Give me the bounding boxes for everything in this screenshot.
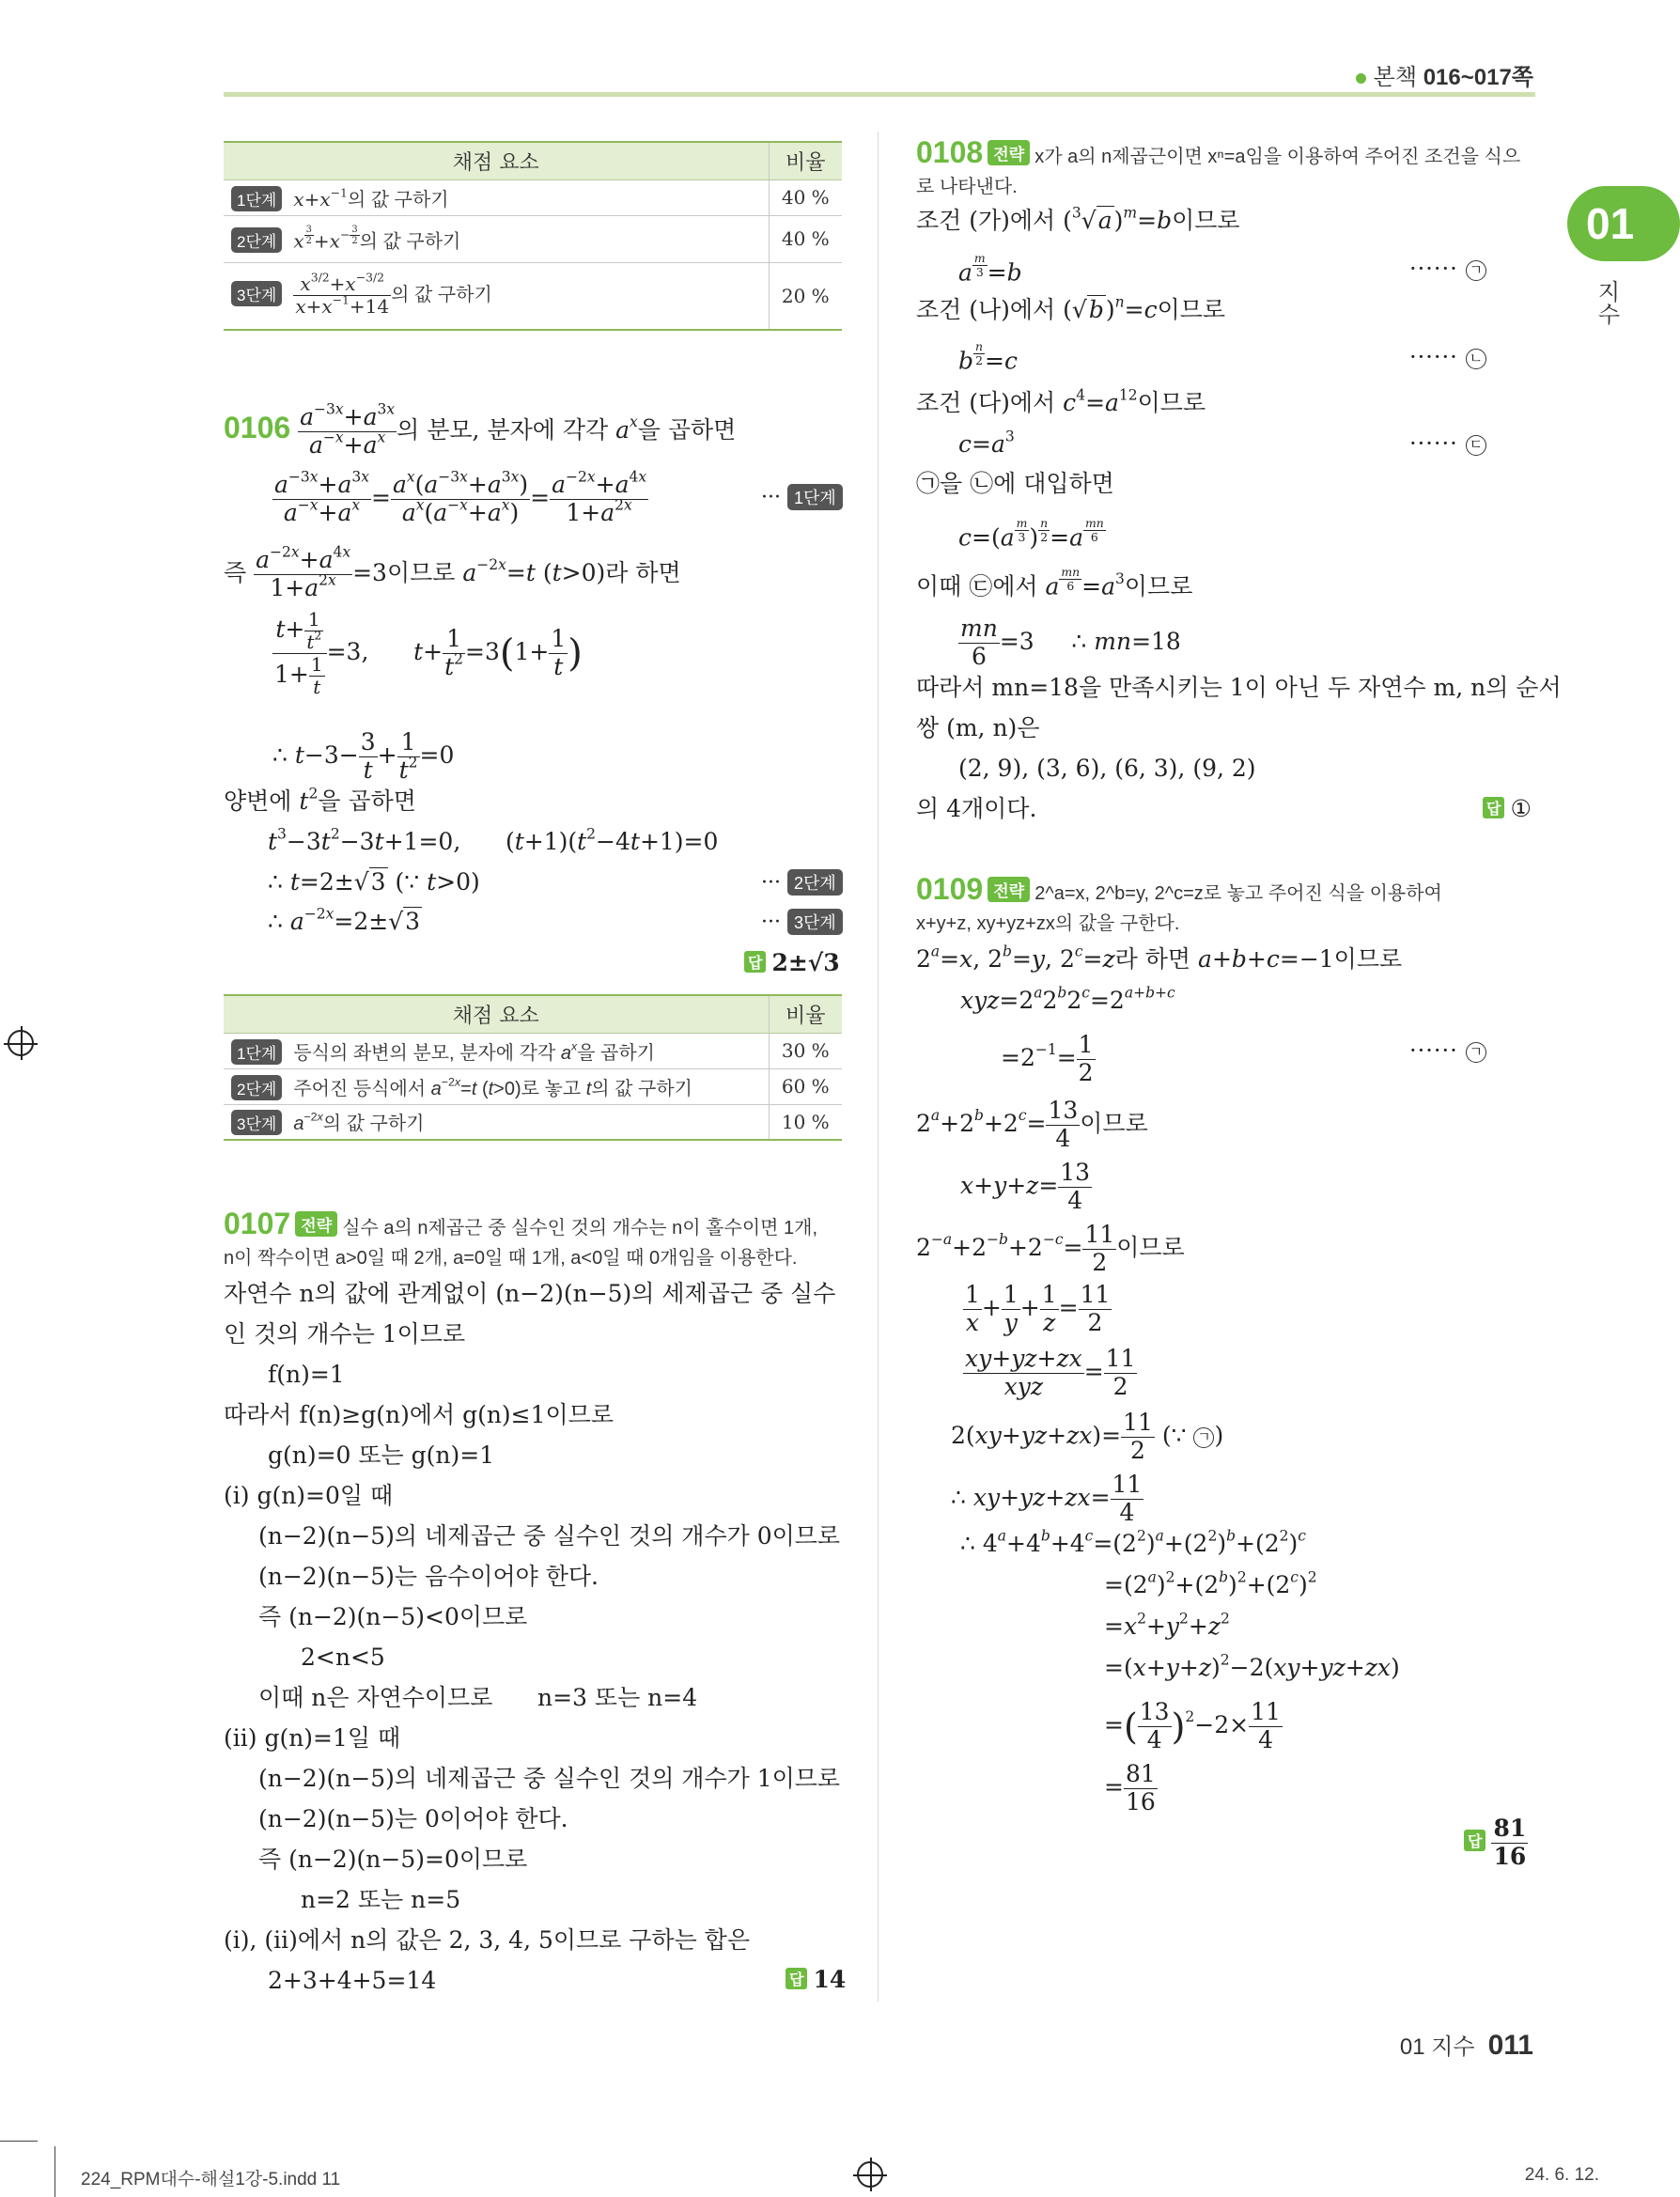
answer-value: 2±√3: [771, 949, 840, 976]
table-row: 3단계 $\frac{x^{3/2}+x^{-3/2}}{x+x^{-1}+14}$ 의 값 구하기 20 %: [224, 262, 842, 330]
problem-0106-intro: 0106 $\frac{a^{-3x}+a^{3x}}{a^{-x}+a^x}$ 의 분모, 분자에 각각 $a^x$을 곱하면: [224, 400, 737, 459]
table-row: 2단계 x $^{\frac{3}{2}}$ $+x^{- \frac{3}{2}}$ 의 값 구하기 40 %: [224, 215, 842, 262]
strategy-badge: 전략: [988, 877, 1030, 902]
step-marker: ··· 3단계: [761, 909, 843, 935]
strategy-text-cont: x+y+z, xy+yz+zx의 값을 구한다.: [916, 913, 1180, 934]
book-ref-label: 본책: [1373, 65, 1418, 90]
equation-0108-8: 이때 ㉢에서 a $^{\frac{mn}{6}}$ $=a^3$이므로: [916, 565, 1193, 600]
chapter-tab[interactable]: 01: [1567, 186, 1680, 261]
solution-line: 이때 n은 자연수이므로 n=3 또는 n=4: [258, 1684, 698, 1711]
row-text: 의 값 구하기: [391, 285, 492, 306]
answer-value: ①: [1510, 795, 1532, 822]
ratio-cell: 40 %: [769, 215, 842, 262]
table-header-item: 채점 요소: [224, 995, 769, 1033]
equation-0109-9: 2(xy+yz+zx)= $\frac{11}{2}$ (∵ ㄱ ): [951, 1409, 1224, 1464]
strategy-text: x가 a의 n제곱근이면 xⁿ=a임을 이용하여 주어진 조건을 식으: [1034, 147, 1521, 167]
equation-0106-7: ∴ $a^{-2x}=2\pm√3$: [268, 905, 421, 935]
registration-mark-icon: [857, 2161, 883, 2188]
book-pages: 016~017쪽: [1423, 65, 1533, 90]
equation-0109-4: $2^a+2^b+2^c=$ $\frac{13}{4}$ 이므로: [916, 1097, 1148, 1152]
equation-0109-10: ∴ xy+yz+zx= $\frac{11}{4}$: [951, 1471, 1143, 1526]
step-badge: 3단계: [231, 1110, 282, 1135]
ratio-cell: 40 %: [769, 179, 842, 215]
scoring-table-0105: [224, 141, 842, 331]
answer-badge: 답: [1464, 1830, 1486, 1851]
answer-badge: 답: [1483, 797, 1504, 818]
solution-line: 자연수 n의 값에 관계없이 (n−2)(n−5)의 세제곱근 중 실수: [224, 1280, 836, 1307]
mark-ref: ······ ㄱ: [1409, 256, 1486, 282]
step-badge: 1단계: [231, 186, 282, 211]
step-badge: 2단계: [231, 227, 282, 253]
book-reference: [1356, 58, 1533, 91]
ratio-cell: 30 %: [769, 1033, 842, 1068]
equation-0108-7: c=(a $^{\frac{m}{3}}$ ) $^{\frac{n}{2}}$ =a $^{\frac{mn}{6}}$: [958, 516, 1104, 552]
solution-line: 즉 (n−2)(n−5)<0이므로: [258, 1603, 528, 1630]
equation-0106-3: t+ $\frac{1}{t^2}$ 1+ $\frac{1}{t}$ =3, t+ $\frac{1}{t^2}$ =3(1+ $\frac{1}{t}$ ): [274, 608, 583, 698]
mark-ref: ······ ㄴ: [1409, 344, 1486, 370]
answer-badge: 답: [744, 951, 766, 973]
equation-0109-12: $=(2^a)^2+(2^b)^2+(2^c)^2$: [1104, 1568, 1317, 1598]
solution-line: (n−2)(n−5)의 네제곱근 중 실수인 것의 개수가 0이므로: [258, 1522, 841, 1550]
mark-ref: ······ ㄷ: [1409, 430, 1486, 457]
equation-0109-5: x+y+z= $\frac{13}{4}$: [960, 1159, 1091, 1214]
solution-line: 따라서 f(n)≥g(n)에서 g(n)≤1이므로: [224, 1401, 614, 1428]
then-label: 이때 ㉢에서: [916, 572, 1038, 600]
condition-label: 조건 (나)에서: [916, 296, 1056, 323]
header-rule: [224, 92, 1535, 97]
step-badge: 2단계: [231, 1075, 282, 1100]
solution-line: n=2 또는 n=5: [301, 1886, 461, 1913]
chapter-label: 01 지수: [1399, 2034, 1475, 2060]
problem-number: 0107: [224, 1207, 291, 1240]
equation-0109-14: $=(x+y+z)^2-2(xy+yz+zx)$: [1104, 1651, 1400, 1681]
answer-0107: [786, 1966, 846, 1993]
text-0106-multiply: 양변에 $t^2$을 곱하면: [224, 785, 416, 815]
equation-0109-15: =( $\frac{13}{4}$ )$^2$−2× $\frac{11}{4}$: [1104, 1698, 1281, 1753]
equation-0108-2: a $^{\frac{m}{3}}$ =b: [958, 251, 1022, 287]
page-footer: [1400, 2028, 1533, 2062]
strategy-text-cont: 로 나타낸다.: [916, 177, 1018, 197]
table-header-ratio: 비율: [769, 142, 842, 179]
page-number: 011: [1487, 2030, 1533, 2061]
ratio-cell: 20 %: [769, 262, 842, 330]
ratio-cell: 10 %: [769, 1104, 842, 1140]
equation-0109-3: $=2^{-1}=$ $\frac{1}{2}$: [1001, 1031, 1094, 1086]
text-0108-therefore: 따라서 mn=18을 만족시키는 1이 아닌 두 자연수 m, n의 순서: [916, 674, 1562, 701]
crop-mark: [0, 2141, 38, 2142]
column-divider: [878, 132, 879, 2002]
equation-0106-6: ∴ t=2±√3 (∵ t>0): [268, 868, 480, 896]
answer-badge: 답: [786, 1968, 807, 1989]
equation-0108-9: $\frac{mn}{6}$ =3 ∴ mn=18: [960, 615, 1181, 670]
equation-0108-1: 조건 (가)에서 $(^3√a)^m=b$이므로: [916, 204, 1240, 234]
chapter-side-label: 지수: [1594, 280, 1619, 325]
equation-0109-6: $2^{-a}+2^{-b}+2^{-c}=$ $\frac{11}{2}$ 이므로: [916, 1221, 1185, 1276]
equation-0109-8: $\frac{xy+yz+zx}{\text{xyz}}$ = $\frac{11}{2}$: [965, 1345, 1136, 1400]
solution-line: g(n)=0 또는 g(n)=1: [268, 1441, 495, 1469]
answer-0106: [744, 949, 840, 976]
table-header-ratio: 비율: [769, 995, 842, 1033]
text-0108-subst: ㉠을 ㉡에 대입하면: [916, 470, 1114, 497]
registration-mark-icon: [8, 1030, 34, 1056]
solution-line: (n−2)(n−5)의 네제곱근 중 실수인 것의 개수가 1이므로: [258, 1765, 841, 1792]
table-row: 3단계 $a^{-2x}$의 값 구하기 10 %: [224, 1104, 842, 1140]
text-0108-therefore-cont: 쌍 (m, n)은: [916, 714, 1040, 741]
table-row: 2단계 주어진 등식에서 $a^{-2x}=t$ (t>0)로 놓고 t의 값 구하기 60 %: [224, 1068, 842, 1104]
answer-denominator: 16: [1493, 1842, 1527, 1870]
solution-line: (i) g(n)=0일 때: [224, 1482, 394, 1509]
solution-line: f(n)=1: [268, 1361, 345, 1388]
equation-0106-2: 즉 $\frac{a^{-2x}+a^{4x}}{1+a^{2x}}$ =3이므로 $a^{-2x}=t$ (t>0)라 하면: [224, 543, 681, 601]
strategy-badge: 전략: [295, 1211, 337, 1237]
equation-0108-6: $c=a^3$: [958, 428, 1015, 458]
problem-0107-header: [224, 1207, 817, 1241]
step-badge: 3단계: [231, 281, 282, 306]
problem-number: 0109: [916, 872, 984, 906]
solution-line: (i), (ii)에서 n의 값은 2, 3, 4, 5이므로 구하는 합은: [224, 1926, 750, 1954]
step-marker: ··· 1단계: [761, 484, 843, 510]
step-badge: 1단계: [787, 484, 843, 510]
solution-line: 2<n<5: [301, 1644, 385, 1671]
answer-numerator: 81: [1493, 1815, 1527, 1842]
step-badge: 1단계: [231, 1039, 282, 1065]
answer-0108: [1483, 795, 1532, 822]
print-file-name: 224_RPM대수-해설1강-5.indd 11: [81, 2170, 341, 2189]
equation-0109-16: = $\frac{81}{16}$: [1104, 1760, 1156, 1815]
bullet-icon: [1356, 73, 1366, 84]
equation-0108-4: b $^{\frac{n}{2}}$ =c: [958, 339, 1018, 375]
strategy-badge: 전략: [988, 140, 1030, 165]
problem-number: 0106: [224, 410, 291, 444]
problem-number: 0108: [916, 135, 984, 169]
equation-0108-3: 조건 (나)에서 $(√b)^n=c$이므로: [916, 293, 1226, 323]
equation-0109-7: $\frac{1}{x}$ + $\frac{1}{y}$ + $\frac{1}{z}$ = $\frac{11}{2}$: [965, 1281, 1111, 1336]
step-badge: 2단계: [787, 869, 843, 896]
strategy-text-cont: n이 짝수이면 a>0일 때 2개, a=0일 때 1개, a<0일 때 0개임을 이용한다.: [224, 1248, 798, 1269]
equation-0109-1: $2^a=x$, $2^b=y$, $2^c=z$라 하면 a+b+c=−1이므로: [916, 943, 1403, 973]
table-header-item: 채점 요소: [224, 142, 769, 179]
scoring-table-0106: [224, 994, 842, 1141]
step-marker: ··· 2단계: [761, 869, 843, 896]
solution-line: 인 것의 개수는 1이므로: [224, 1320, 466, 1348]
solution-line: 2+3+4+5=14: [268, 1967, 437, 1994]
equation-0106-1: $\frac{a^{-3x}+a^{3x}}{a^{-x}+a^x}$ = $\frac{a^x(a^{-3x}+a^{3x})}{a^x(a^{-x}+a^x)}$ = $\frac{a^{-2x}+a^{4x}}{1+a^{2x}}$: [274, 468, 647, 526]
solution-line: (n−2)(n−5)는 음수이어야 한다.: [258, 1563, 599, 1590]
equation-0106-4: ∴ t−3− $\frac{3}{t}$ + $\frac{1}{t^2}$ =0: [272, 728, 455, 784]
solution-line: (ii) g(n)=1일 때: [224, 1724, 401, 1752]
strategy-text: 실수 a의 n제곱근 중 실수인 것의 개수는 n이 홀수이면 1개,: [342, 1218, 818, 1239]
equation-0106-5: $t^3-3t^2-3t+1=0$, $(t+1)(t^2-4t+1)=0$: [268, 825, 719, 855]
condition-label: 조건 (가)에서: [916, 207, 1056, 234]
step-badge: 3단계: [787, 909, 843, 935]
equation-0109-2: $xyz=2^a2^b2^c=2^{a+b+c}$: [960, 984, 1175, 1014]
solution-line: 즉 (n−2)(n−5)=0이므로: [258, 1846, 528, 1873]
text-0108-pairs: (2, 9), (3, 6), (6, 3), (9, 2): [958, 755, 1256, 782]
text-0108-count: 의 4개이다.: [916, 795, 1037, 822]
answer-0109: [1464, 1815, 1528, 1871]
problem-0109-header: [916, 872, 1442, 907]
mark-ref: ······ ㄱ: [1409, 1037, 1486, 1064]
solution-line: (n−2)(n−5)는 0이어야 한다.: [258, 1805, 568, 1832]
answer-value: 14: [813, 1966, 847, 1993]
table-row: 1단계 등식의 좌변의 분모, 분자에 각각 $a^x$을 곱하기 30 %: [224, 1033, 842, 1068]
equation-0108-5: 조건 (다)에서 $c^4=a^{12}$이므로: [916, 386, 1206, 416]
equation-0109-11: ∴ $4^a+4^b+4^c=(2^2)^a+(2^2)^b+(2^2)^c$: [960, 1527, 1306, 1557]
print-date: 24. 6. 12.: [1524, 2165, 1599, 2185]
table-row: 1단계 $x+x^{-1}$의 값 구하기 40 %: [224, 179, 842, 215]
crop-mark: [54, 2146, 55, 2197]
equation-0109-13: $=x^2+y^2+z^2$: [1104, 1610, 1230, 1640]
condition-label: 조건 (다)에서: [916, 389, 1056, 416]
problem-0108-header: [916, 135, 1520, 170]
ratio-cell: 60 %: [769, 1068, 842, 1104]
strategy-text: 2^a=x, 2^b=y, 2^c=z로 놓고 주어진 식을 이용하여: [1034, 883, 1442, 904]
